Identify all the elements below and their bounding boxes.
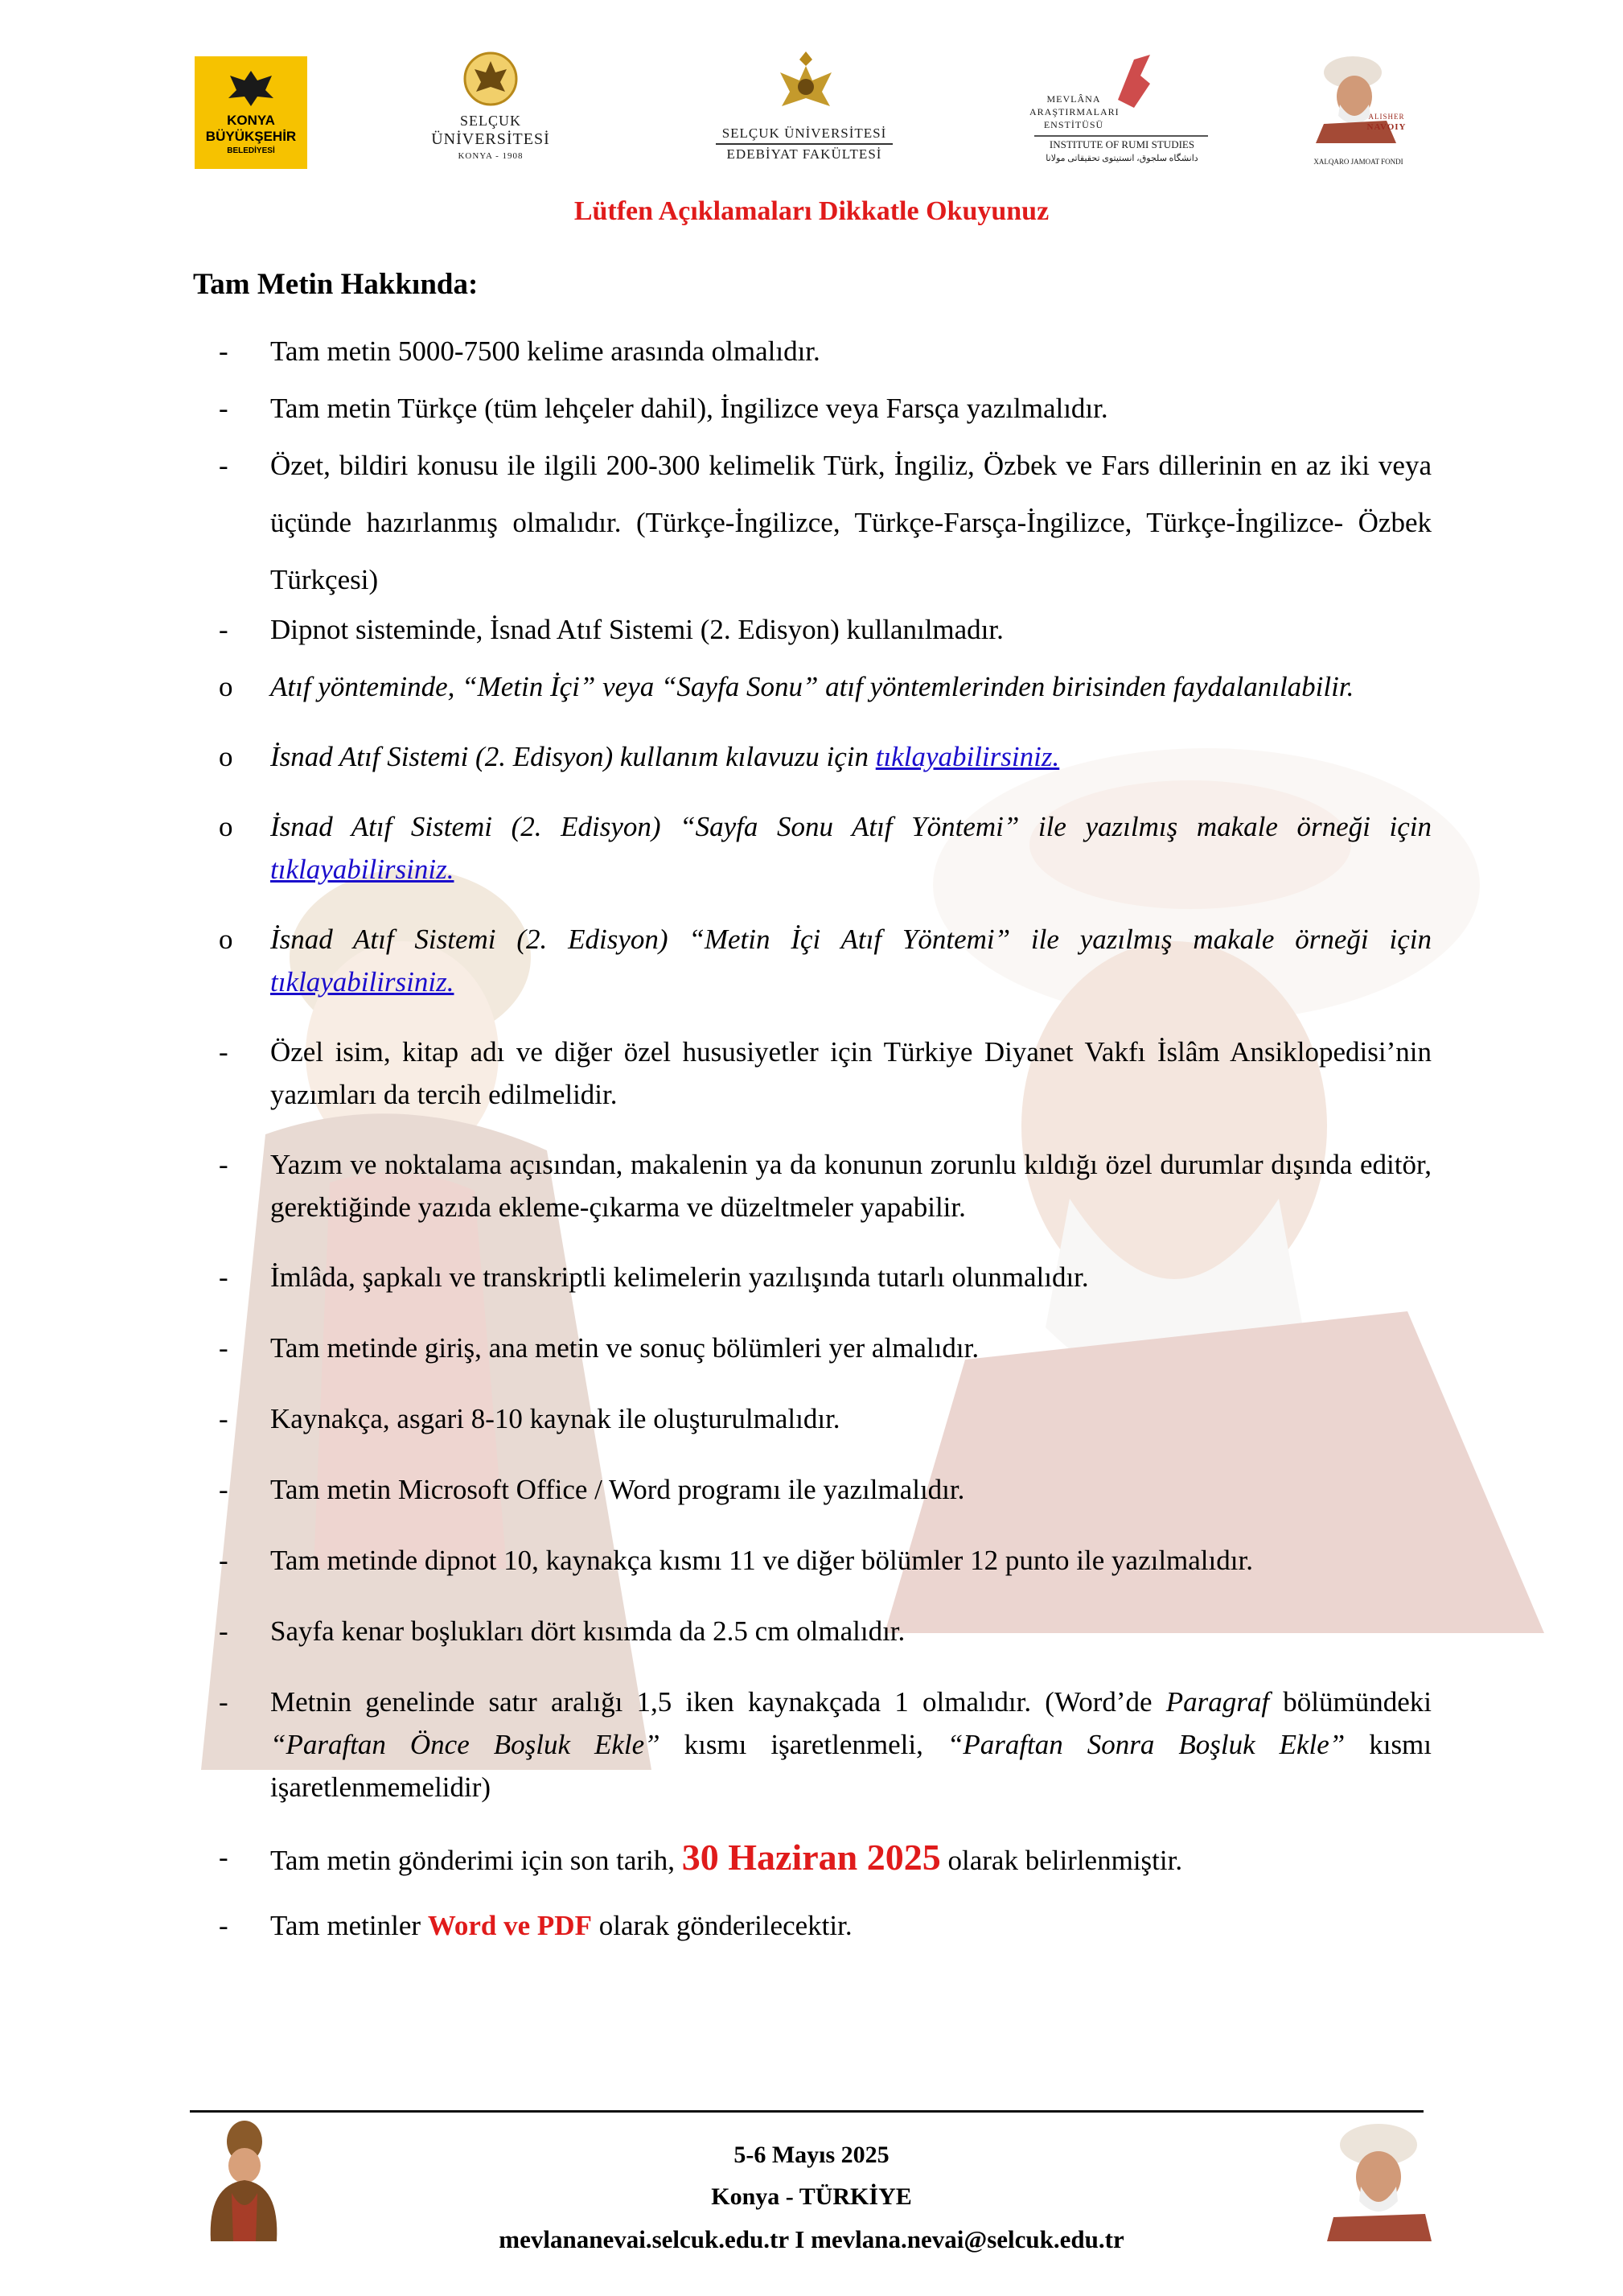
edebiyat-logo-line2: EDEBİYAT FAKÜLTESİ — [726, 146, 882, 162]
mevlana-portrait-icon — [199, 2121, 288, 2241]
item-text: Tam metinler — [270, 1910, 428, 1941]
list-item — [219, 1143, 1432, 1228]
list-item — [219, 387, 1432, 430]
dash-bullet: - — [219, 614, 228, 645]
item-text-italic: “Paraftan Önce Boşluk Ekle” — [270, 1729, 660, 1760]
file-format: Word ve PDF — [427, 1910, 592, 1941]
item-text: kısmı işaretlenmeli, — [659, 1729, 947, 1760]
item-text: olarak belirlenmiştir. — [940, 1845, 1183, 1876]
list-item — [219, 1610, 1432, 1652]
item-text: İmlâda, şapkalı ve transkriptli kelimelerin yazılışında tutarlı olunmalıdır. — [270, 1261, 1089, 1293]
list-item — [219, 1681, 1432, 1808]
navoiy-logo-line3: XALQARO JAMOAT FONDI — [1313, 158, 1403, 166]
dash-bullet: - — [219, 450, 228, 481]
item-text: Tam metin Türkçe (tüm lehçeler dahil), İngilizce veya Farsça yazılmalıdır. — [270, 393, 1108, 424]
konya-logo-line3: BELEDİYESİ — [227, 146, 275, 155]
item-text: kısmı işaretlenmemelidir) — [270, 1729, 1432, 1803]
dash-bullet: - — [219, 1910, 228, 1941]
list-item — [219, 437, 1432, 608]
item-text: Özet, bildiri konusu ile ilgili 200-300 kelimelik Türk, İngiliz, Özbek ve Fars dillerinin en az iki veya üçünde hazırlanmış olmalıdır. (Türkçe-İngilizce, Türkçe-Farsça-İngilizce, Türkçe-İngilizce- Özbek Türkçesi) — [270, 450, 1432, 595]
mevlana-logo-line4: INSTITUTE OF RUMI STUDIES — [1049, 138, 1195, 150]
circle-bullet: o — [219, 811, 233, 842]
alisher-navoiy-logo — [1306, 55, 1411, 175]
mevlana-logo-line1: MEVLÂNA — [1046, 93, 1101, 105]
item-text: olarak gönderilecektir. — [591, 1910, 853, 1941]
list-item — [219, 665, 1432, 708]
footer-divider — [190, 2110, 1424, 2113]
konya-buyuksehir-logo — [195, 56, 307, 169]
navoiy-footer-portrait-icon — [1327, 2121, 1432, 2241]
item-text: Atıf yönteminde, “Metin İçi” veya “Sayfa Sonu” atıf yöntemlerinden birisinden faydalanılabilir. — [270, 671, 1354, 702]
item-text-italic: “Paraftan Sonra Boşluk Ekle” — [947, 1729, 1346, 1760]
page-title: Lütfen Açıklamaları Dikkatle Okuyunuz — [573, 196, 1050, 226]
footer-contact: mevlananevai.selcuk.edu.tr I mevlana.nevai@selcuk.edu.tr — [499, 2225, 1124, 2253]
list-item — [219, 1539, 1432, 1582]
dash-bullet: - — [219, 1036, 228, 1068]
dash-bullet: - — [219, 335, 228, 367]
dash-bullet: - — [219, 1545, 228, 1576]
circle-bullet: o — [219, 671, 233, 702]
list-item — [219, 608, 1432, 651]
guide-link[interactable]: tıklayabilirsiniz. — [875, 741, 1060, 772]
item-text: Yazım ve noktalama açısından, makalenin ya da konunun zorunlu kıldığı özel durumlar dışında editör, gerektiğinde yazıda ekleme-çıkarma ve düzeltmeler yapabilir. — [270, 1149, 1432, 1223]
item-text: Metnin genelinde satır aralığı 1,5 iken kaynakçada 1 olmalıdır. (Word’de — [270, 1686, 1166, 1718]
mevlana-logo-line5: دانشگاه سلجوق، انستیتوی تحقیقاتی مولانا — [1046, 154, 1198, 163]
section-title: Tam Metin Hakkında: — [193, 268, 479, 301]
konya-eagle-icon — [225, 66, 277, 109]
mevlana-logo-line3: ENSTİTÜSÜ — [1043, 119, 1104, 130]
selcuk-logo-line1: SELÇUK — [459, 113, 521, 129]
item-text: Tam metinde dipnot 10, kaynakça kısmı 11 ve diğer bölümler 12 punto ile yazılmalıdır. — [270, 1545, 1253, 1576]
selcuk-universitesi-logo — [418, 48, 563, 177]
item-text-italic: Paragraf — [1165, 1686, 1270, 1718]
list-item — [219, 918, 1432, 1003]
dash-bullet: - — [219, 1686, 228, 1718]
circle-bullet: o — [219, 741, 233, 772]
dash-bullet: - — [219, 1615, 228, 1647]
list-item — [219, 1397, 1432, 1440]
list-item — [219, 1904, 1432, 1947]
circle-bullet: o — [219, 924, 233, 955]
footer-date: 5-6 Mayıs 2025 — [733, 2142, 890, 2168]
intext-example-link[interactable]: tıklayabilirsiniz. — [270, 966, 454, 998]
selcuk-logo-line2: ÜNİVERSİTESİ — [431, 130, 550, 148]
list-item — [219, 1256, 1432, 1298]
list-item — [219, 1031, 1432, 1116]
list-item — [219, 330, 1432, 372]
footer-place: Konya - TÜRKİYE — [711, 2183, 912, 2210]
item-text: Tam metinde giriş, ana metin ve sonuç bölümleri yer almalıdır. — [270, 1332, 980, 1364]
footnote-example-link[interactable]: tıklayabilirsiniz. — [270, 854, 454, 885]
navoiy-logo-line2: NAVOIY — [1366, 122, 1407, 132]
dash-bullet: - — [219, 1261, 228, 1293]
navoiy-logo-line1: ALISHER — [1368, 113, 1405, 121]
dash-bullet: - — [219, 1332, 228, 1364]
item-text: Dipnot sisteminde, İsnad Atıf Sistemi (2. Edisyon) kullanılmadır. — [270, 614, 1004, 645]
item-text: Tam metin 5000-7500 kelime arasında olmalıdır. — [270, 335, 820, 367]
item-text: İsnad Atıf Sistemi (2. Edisyon) “Sayfa Sonu Atıf Yöntemi” ile yazılmış makale örneği için — [270, 811, 1432, 842]
edebiyat-eagle-icon — [774, 48, 838, 121]
edebiyat-fakultesi-logo — [700, 48, 909, 169]
edebiyat-logo-line1: SELÇUK ÜNİVERSİTESİ — [721, 125, 887, 141]
list-item — [219, 735, 1432, 778]
item-text: Tam metin Microsoft Office / Word programı ile yazılmalıdır. — [270, 1474, 965, 1505]
list-item — [219, 1327, 1432, 1369]
item-text: bölümündeki — [1269, 1686, 1432, 1718]
konya-logo-line2: BÜYÜKŞEHİR — [205, 129, 297, 144]
dash-bullet: - — [219, 1841, 228, 1873]
selcuk-eagle-icon — [463, 51, 518, 108]
konya-logo-line1: KONYA — [227, 113, 275, 128]
item-text: Tam metin gönderimi için son tarih, — [270, 1845, 682, 1876]
header-logos — [0, 48, 1623, 185]
item-text: Sayfa kenar boşlukları dört kısımda da 2.5 cm olmalıdır. — [270, 1615, 906, 1647]
instructions-list — [219, 330, 1432, 1947]
dash-bullet: - — [219, 1149, 228, 1180]
mevlana-logo-line2: ARAŞTIRMALARI — [1029, 106, 1120, 117]
item-text: Kaynakça, asgari 8-10 kaynak ile oluşturulmalıdır. — [270, 1403, 840, 1434]
item-text: Özel isim, kitap adı ve diğer özel hususiyetler için Türkiye Diyanet Vakfı İslâm Ansiklopedisi’nin yazımları da tercih edilmelidir. — [270, 1036, 1432, 1110]
dash-bullet: - — [219, 1474, 228, 1505]
list-item — [219, 805, 1432, 891]
item-text: İsnad Atıf Sistemi (2. Edisyon) “Metin İçi Atıf Yöntemi” ile yazılmış makale örneği için — [270, 924, 1432, 955]
mevlana-enstitusu-logo — [1029, 51, 1214, 172]
selcuk-logo-line3: KONYA - 1908 — [458, 151, 524, 161]
dash-bullet: - — [219, 1403, 228, 1434]
item-text: İsnad Atıf Sistemi (2. Edisyon) kullanım kılavuzu için — [270, 741, 876, 772]
list-item — [219, 1836, 1432, 1882]
list-item — [219, 1468, 1432, 1511]
dash-bullet: - — [219, 393, 228, 424]
deadline-date: 30 Haziran 2025 — [681, 1837, 941, 1878]
